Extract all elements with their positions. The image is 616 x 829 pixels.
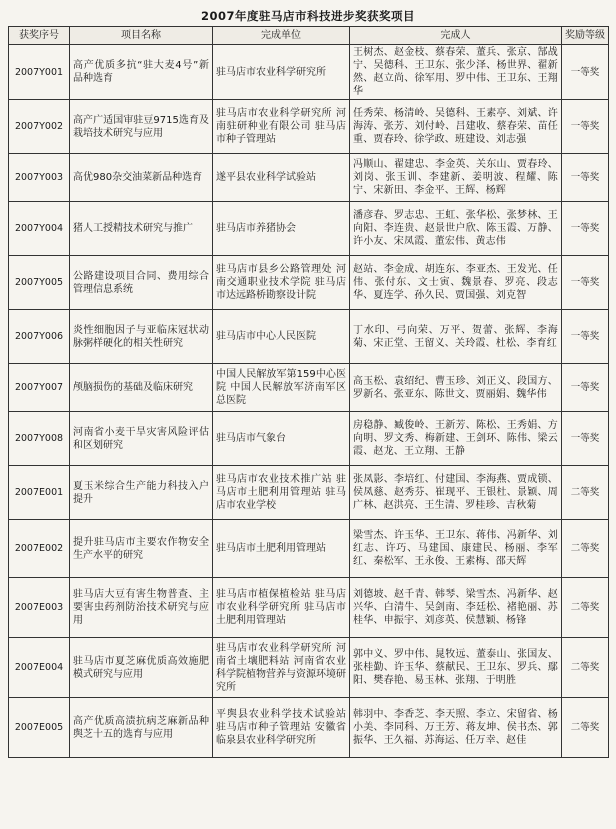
award-serial: 2007Y007	[9, 364, 70, 412]
project-name: 高产广适国审驻豆9715选育及栽培技术研究与应用	[70, 100, 213, 154]
award-level: 一等奖	[562, 412, 609, 466]
award-level: 二等奖	[562, 698, 609, 758]
header-people: 完成人	[350, 27, 562, 45]
award-serial: 2007Y006	[9, 310, 70, 364]
table-row	[9, 412, 609, 466]
project-name: 提升驻马店市主要农作物安全生产水平的研究	[70, 520, 213, 578]
project-name: 高优980杂交油菜新品种选育	[70, 154, 213, 202]
completing-unit: 驻马店市中心人民医院	[213, 310, 350, 364]
table-row	[9, 698, 609, 758]
completing-people: 刘德坡、赵千青、韩琴、梁雪杰、冯新华、赵兴华、白清牛、吴剑南、李廷松、褚艳丽、苏桂华、申振宇、刘彦英、侯慧颖、杨锋	[350, 578, 562, 638]
table-header-row	[9, 27, 609, 45]
award-level: 二等奖	[562, 578, 609, 638]
project-name: 猪人工授精技术研究与推广	[70, 202, 213, 256]
award-serial: 2007E003	[9, 578, 70, 638]
completing-unit: 平舆县农业科学技术试验站 驻马店市种子管理站 安徽省临泉县农业科学研究所	[213, 698, 350, 758]
award-level: 二等奖	[562, 466, 609, 520]
completing-people: 丁水印、弓向荣、万平、贺蕾、张辉、李海菊、宋正堂、王留义、关玲霞、杜松、李育红	[350, 310, 562, 364]
completing-people: 房稳静、臧俊岭、王新芳、陈松、王秀娟、方向明、罗文秀、梅新建、王剑环、陈伟、梁云霞、赵龙、王立翔、王静	[350, 412, 562, 466]
project-name: 夏玉米综合生产能力科技入户提升	[70, 466, 213, 520]
completing-people: 韩羽中、李香芝、李天照、李立、宋留省、杨小美、李同科、万王芳、蒋友坤、侯书杰、郭振华、王久福、苏海运、任万幸、赵佳	[350, 698, 562, 758]
page-title: 2007年度驻马店市科技进步奖获奖项目	[200, 9, 415, 23]
header-project: 项目名称	[70, 27, 213, 45]
completing-unit: 驻马店市农业技术推广站 驻马店市土肥利用管理站 驻马店市农业学校	[213, 466, 350, 520]
award-serial: 2007E005	[9, 698, 70, 758]
project-name: 高产优质高渍抗病芝麻新品种舆芝十五的选育与应用	[70, 698, 213, 758]
completing-people: 赵站、李金成、胡连东、李亚杰、王发光、任伟、张付东、文士寅、魏景春、罗亮、段志华、夏连学、孙久民、贾国强、刘克智	[350, 256, 562, 310]
award-serial: 2007E004	[9, 638, 70, 698]
completing-people: 梁雪杰、许玉华、王卫东、蒋伟、冯新华、刘红志、许巧、马建国、康建民、杨丽、李军红、秦松军、王永俊、王素梅、邵天辉	[350, 520, 562, 578]
completing-unit: 驻马店市植保植检站 驻马店市农业科学研究所 驻马店市土肥利用管理站	[213, 578, 350, 638]
project-name: 驻马店市夏芝麻优质高效施肥模式研究与应用	[70, 638, 213, 698]
completing-people: 冯顺山、翟建忠、李金英、关东山、贾春玲、刘岗、张玉训、李建新、姜明波、程耀、陈宁、宋新田、李金平、王辉、杨辉	[350, 154, 562, 202]
table-row	[9, 638, 609, 698]
completing-people: 高玉松、袁绍纪、曹玉珍、刘正义、段国方、罗新名、张亚东、陈世文、贾丽娟、魏华伟	[350, 364, 562, 412]
completing-unit: 驻马店市农业科学研究所	[213, 45, 350, 100]
award-level: 二等奖	[562, 638, 609, 698]
project-name: 颅脑损伤的基础及临床研究	[70, 364, 213, 412]
completing-people: 郭中义、罗中伟、晁牧远、董泰山、张国友、张桂勤、许玉华、蔡献民、王卫东、罗兵、鄢阳、樊春艳、易玉林、张翔、于明胜	[350, 638, 562, 698]
award-level: 一等奖	[562, 364, 609, 412]
award-serial: 2007Y001	[9, 45, 70, 100]
project-name: 河南省小麦干旱灾害风险评估和区划研究	[70, 412, 213, 466]
completing-unit: 驻马店市农业科学研究所 河南省土壤肥料站 河南省农业科学院植物营养与资源环境研究所	[213, 638, 350, 698]
award-level: 一等奖	[562, 256, 609, 310]
completing-unit: 驻马店市县乡公路管理处 河南交通职业技术学院 驻马店市达远路桥勘察设计院	[213, 256, 350, 310]
award-serial: 2007Y003	[9, 154, 70, 202]
table-row	[9, 364, 609, 412]
award-serial: 2007E002	[9, 520, 70, 578]
award-level: 二等奖	[562, 520, 609, 578]
award-serial: 2007Y005	[9, 256, 70, 310]
completing-people: 任秀荣、杨清岭、吴德科、王素亭、刘斌、许海涛、张芳、刘付岭、吕建收、蔡春荣、苗任重、贾春玲、徐学政、班建设、刘志强	[350, 100, 562, 154]
table-row	[9, 256, 609, 310]
table-row	[9, 578, 609, 638]
award-level: 一等奖	[562, 100, 609, 154]
completing-unit: 驻马店市气象台	[213, 412, 350, 466]
award-level: 一等奖	[562, 154, 609, 202]
completing-unit: 中国人民解放军第159中心医院 中国人民解放军济南军区总医院	[213, 364, 350, 412]
table-row	[9, 154, 609, 202]
table-body	[9, 45, 609, 758]
table-row	[9, 202, 609, 256]
table-row	[9, 466, 609, 520]
award-level: 一等奖	[562, 202, 609, 256]
table-row	[9, 100, 609, 154]
project-name: 驻马店大豆有害生物普查、主要害虫药剂防治技术研究与应用	[70, 578, 213, 638]
completing-unit: 驻马店市土肥利用管理站	[213, 520, 350, 578]
completing-people: 王树杰、赵金枝、蔡春荣、董兵、张京、郜战宁、吴德科、王卫东、张少泽、杨世界、翟新然、赵立尚、徐军用、罗中伟、王卫东、王翔华	[350, 45, 562, 100]
award-serial: 2007Y002	[9, 100, 70, 154]
header-unit: 完成单位	[213, 27, 350, 45]
header-level: 奖励等级	[562, 27, 609, 45]
award-level: 一等奖	[562, 45, 609, 100]
completing-unit: 驻马店市农业科学研究所 河南驻研种业有限公司 驻马店市种子管理站	[213, 100, 350, 154]
table-row	[9, 310, 609, 364]
award-serial: 2007Y008	[9, 412, 70, 466]
project-name: 炎性细胞因子与亚临床冠状动脉粥样硬化的相关性研究	[70, 310, 213, 364]
table-row	[9, 520, 609, 578]
completing-unit: 遂平县农业科学试验站	[213, 154, 350, 202]
completing-unit: 驻马店市养猪协会	[213, 202, 350, 256]
award-serial: 2007Y004	[9, 202, 70, 256]
award-level: 一等奖	[562, 310, 609, 364]
project-name: 公路建设项目合同、费用综合管理信息系统	[70, 256, 213, 310]
award-table	[8, 26, 609, 758]
completing-people: 潘彦春、罗志忠、王虹、张华松、张梦林、王向阳、李连贵、赵景世户欣、陈玉霞、万静、许小友、宋凤霞、董宏伟、黄志伟	[350, 202, 562, 256]
completing-people: 张凤影、李培红、付建国、李海燕、贾成锁、侯凤慈、赵秀芬、崔现平、王银杜、景颖、周广林、赵洪亮、王生清、罗桂珍、吉秋菊	[350, 466, 562, 520]
table-row	[9, 45, 609, 100]
project-name: 高产优质多抗“驻大麦4号”新品种选育	[70, 45, 213, 100]
header-serial: 获奖序号	[9, 27, 70, 45]
award-serial: 2007E001	[9, 466, 70, 520]
